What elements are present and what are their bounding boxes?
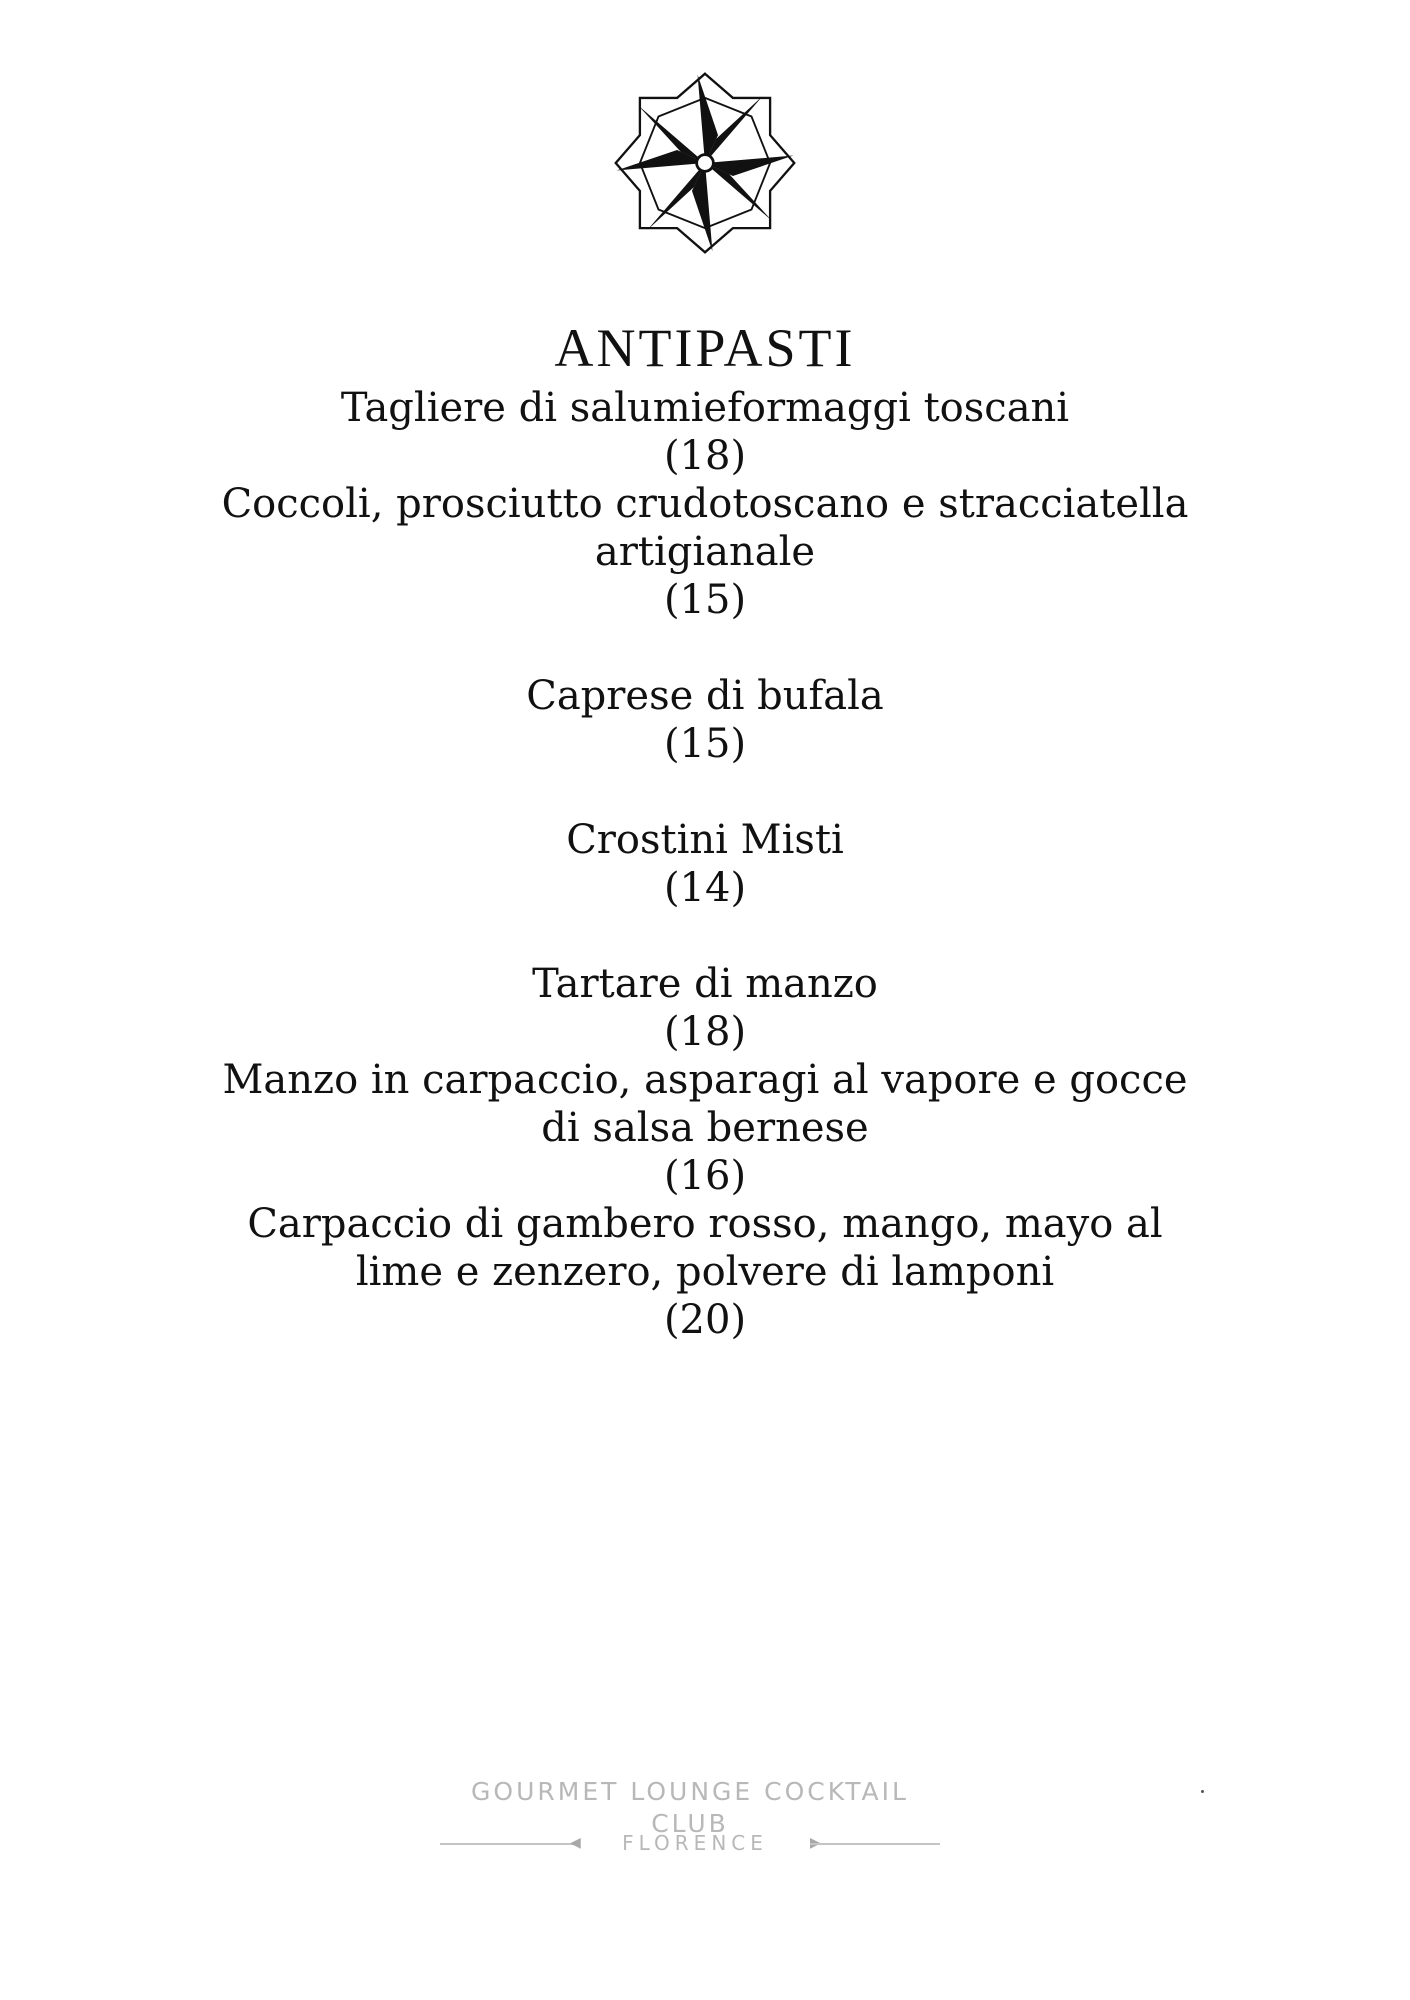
compass-rose-logo bbox=[612, 70, 798, 256]
item-price: (15) bbox=[663, 721, 747, 767]
menu-item bbox=[205, 1200, 1205, 1344]
item-name-continued: artigianale bbox=[594, 529, 816, 575]
compass-rose-icon bbox=[612, 70, 798, 256]
item-name: Tagliere di salumieformaggi toscani bbox=[340, 385, 1070, 431]
item-name: Crostini Misti bbox=[566, 817, 844, 863]
menu-item bbox=[205, 960, 1205, 1056]
footer-city: FLORENCE bbox=[622, 1831, 768, 1855]
item-price: (14) bbox=[663, 865, 747, 911]
item-price: (16) bbox=[663, 1153, 747, 1199]
footer-divider-right bbox=[810, 1843, 940, 1845]
item-name: Tartare di manzo bbox=[532, 961, 878, 1007]
item-name-continued: di salsa bernese bbox=[541, 1105, 869, 1151]
footer-city-row bbox=[430, 1828, 950, 1858]
arrow-left-icon: ◀ bbox=[570, 1835, 581, 1851]
footer-club-name: GOURMET LOUNGE COCKTAIL CLUB bbox=[471, 1777, 909, 1838]
menu-item bbox=[205, 816, 1205, 912]
menu-item bbox=[205, 480, 1205, 624]
item-price: (15) bbox=[663, 577, 747, 623]
item-name-continued: lime e zenzero, polvere di lamponi bbox=[355, 1249, 1055, 1295]
menu-item bbox=[205, 1056, 1205, 1200]
item-price: (20) bbox=[663, 1297, 747, 1343]
item-price: (18) bbox=[663, 433, 747, 479]
section-title: ANTIPASTI bbox=[554, 318, 856, 378]
menu-list bbox=[205, 384, 1205, 1344]
stray-dot bbox=[1201, 1790, 1204, 1793]
menu-item bbox=[205, 384, 1205, 480]
item-name: Caprese di bufala bbox=[526, 673, 884, 719]
item-price: (18) bbox=[663, 1009, 747, 1055]
item-name: Manzo in carpaccio, asparagi al vapore e gocce bbox=[222, 1057, 1188, 1103]
item-name: Carpaccio di gambero rosso, mango, mayo al bbox=[247, 1201, 1163, 1247]
menu-item bbox=[205, 672, 1205, 768]
item-name: Coccoli, prosciutto crudotoscano e stracciatella bbox=[221, 481, 1189, 527]
footer-divider-left bbox=[440, 1843, 580, 1845]
